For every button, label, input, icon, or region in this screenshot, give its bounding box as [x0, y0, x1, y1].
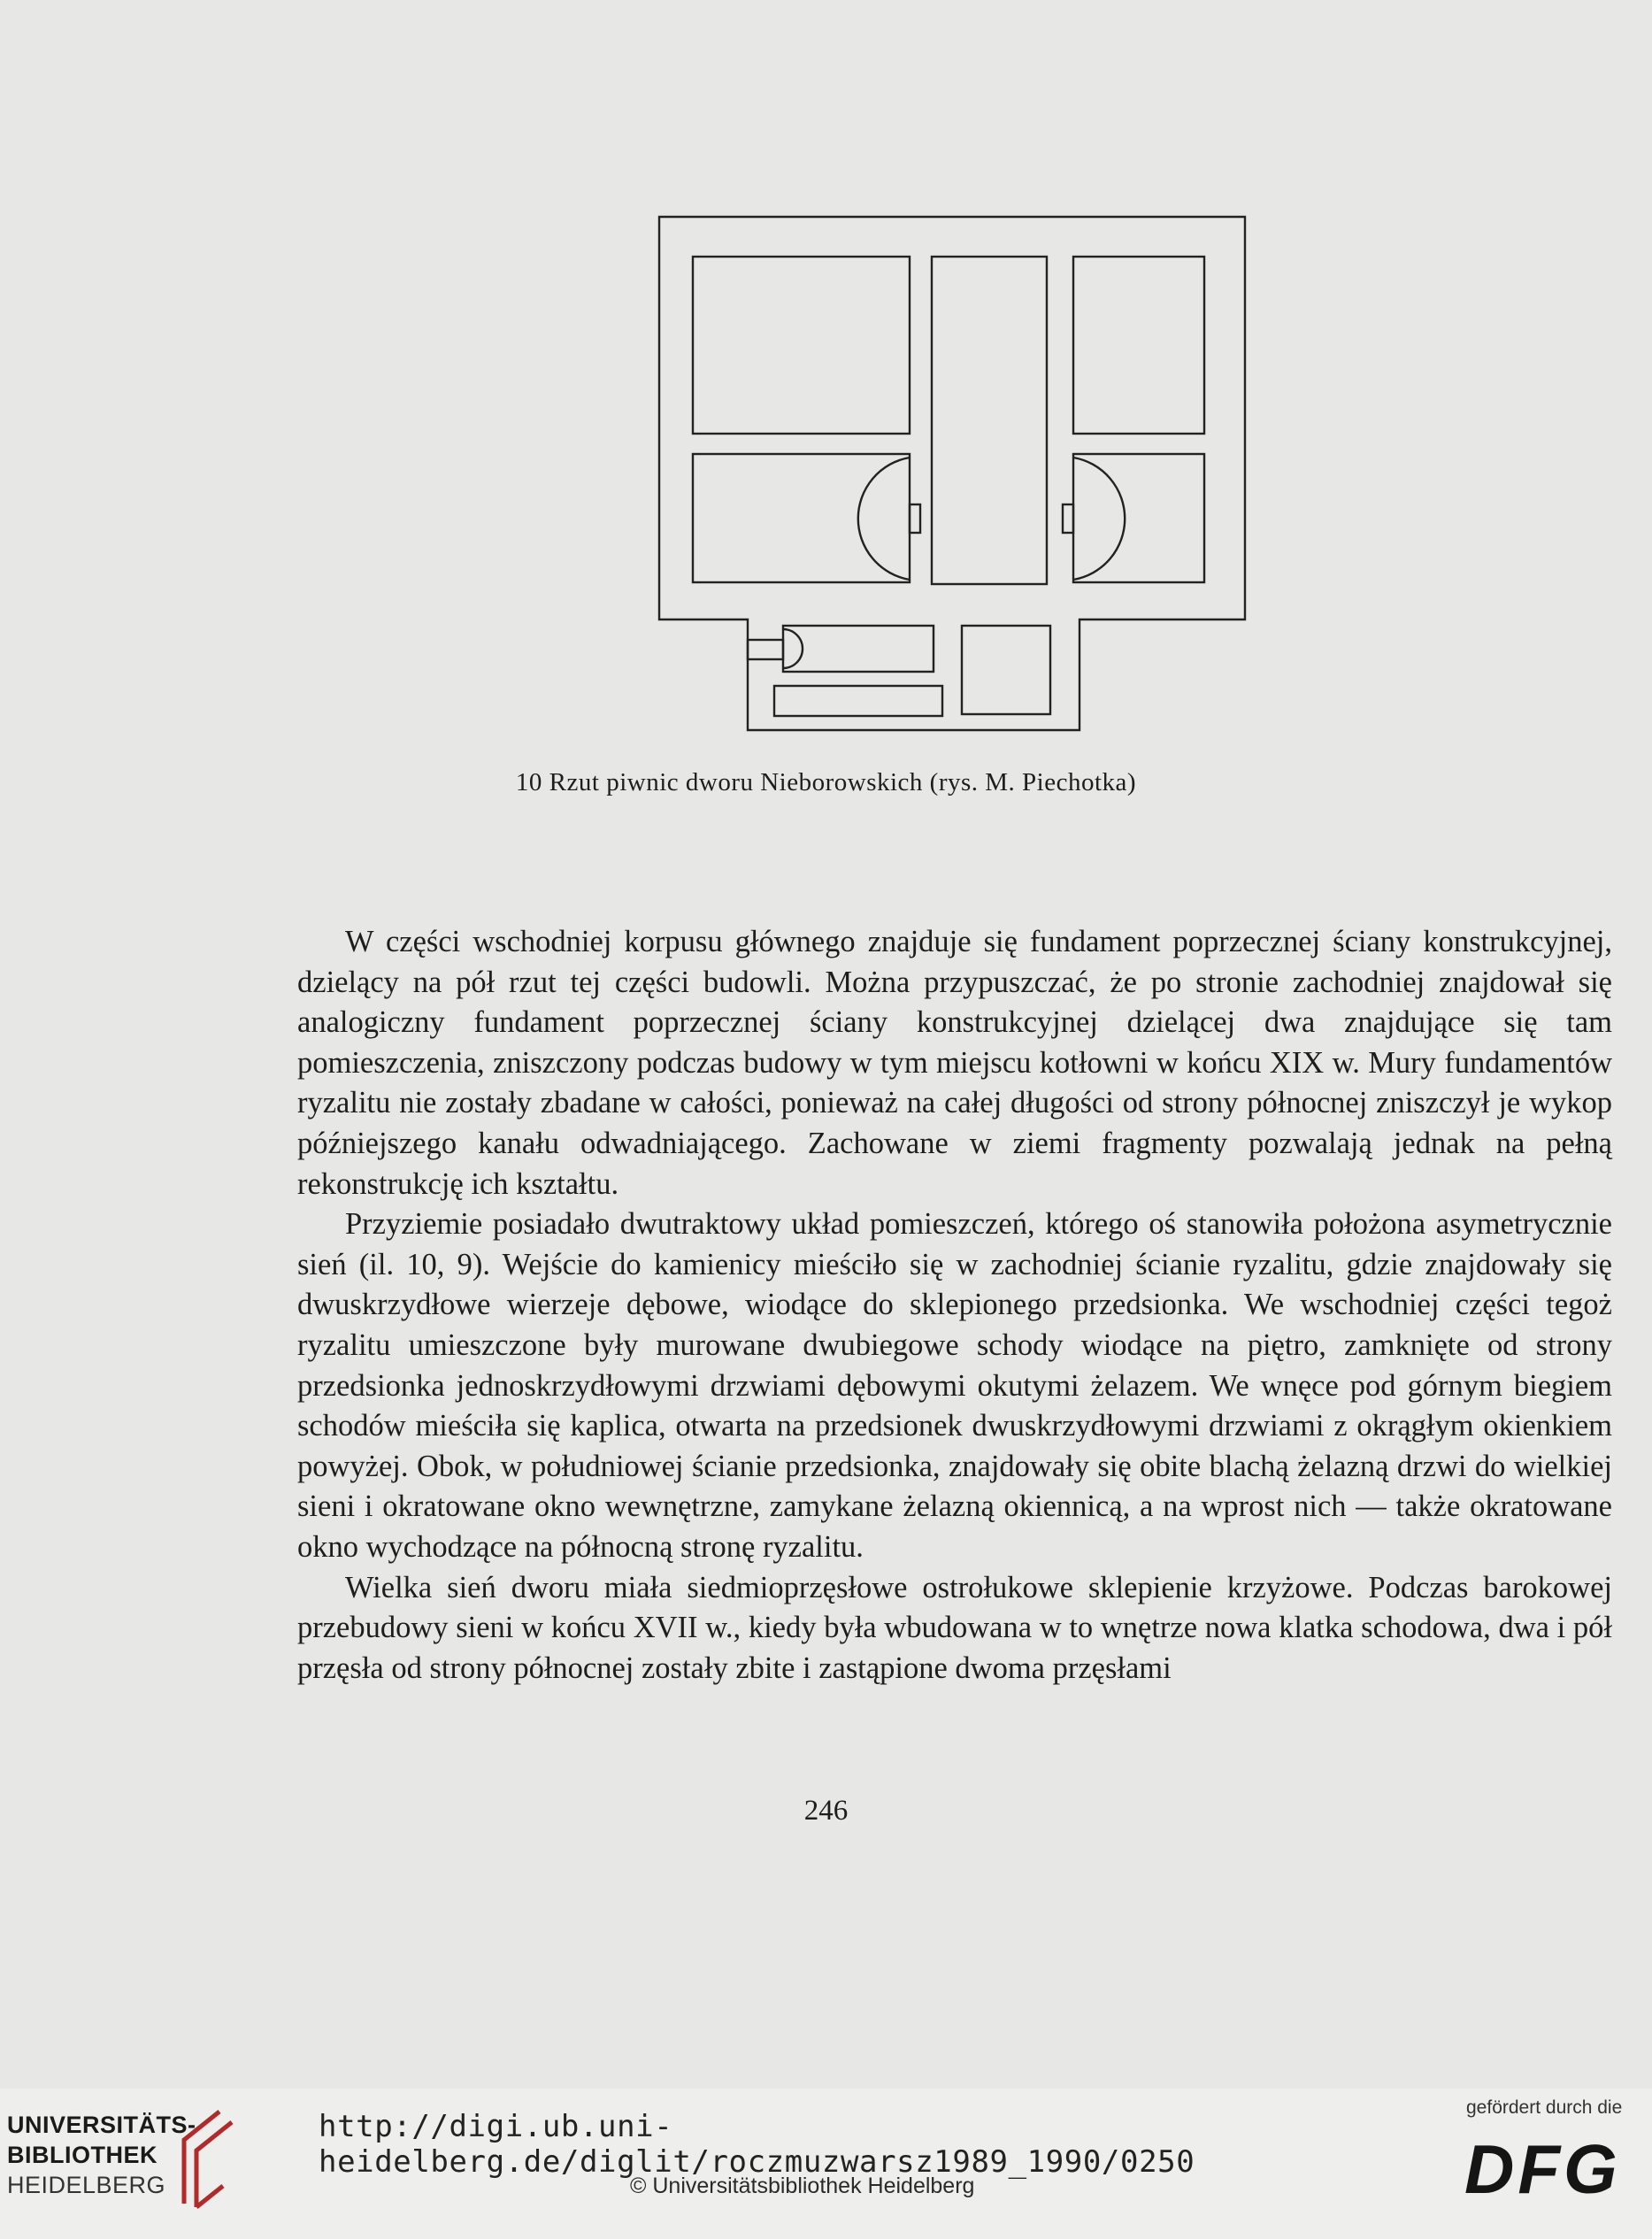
room-annex-lower [774, 686, 942, 716]
library-name-line3: HEIDELBERG [7, 2172, 166, 2198]
doorstep-east [1063, 504, 1073, 533]
library-mark-icon [165, 2108, 244, 2211]
room-nw [693, 257, 910, 434]
permalink-url[interactable]: http://digi.ub.uni-heidelberg.de/diglit/roczmuzwarsz1989_1990/0250 [319, 2109, 1195, 2180]
dfg-logo[interactable] [1464, 2097, 1641, 2230]
room-annex-upper [783, 626, 934, 672]
doorstep-west [910, 504, 920, 533]
arch-east [1073, 458, 1125, 580]
arch-west [858, 458, 910, 580]
sponsor-label: gefördert durch die [1466, 2097, 1623, 2118]
library-name-line1: UNIVERSITÄTS- [7, 2112, 196, 2138]
room-ne [1073, 257, 1204, 434]
figure-caption: 10 Rzut piwnic dworu Nieborowskich (rys. M. Piechotka) [515, 768, 1137, 796]
annex-step [748, 640, 783, 659]
cellar-plan-drawing [650, 208, 1261, 739]
room-e [1073, 454, 1204, 582]
page-number: 246 [803, 1795, 849, 1827]
dfg-logo-mark: DFG [1464, 2130, 1621, 2208]
library-logo[interactable] [7, 2103, 273, 2235]
room-center [932, 257, 1047, 584]
paragraph: Wielka sień dworu miała siedmioprzęsłowe ostrołukowe sklepienie krzyżowe. Podczas barokowej przebudowy sieni w końcu XVII w., kiedy była wbudowana w to wnętrze nowa klatka schodowa, dwa i pół przęsła od strony północnej zostały zbite i zastąpione dwoma przęsłami [297, 1570, 1612, 1685]
annex-arch [783, 629, 803, 668]
paragraph: Przyziemie posiadało dwutraktowy układ pomieszczeń, którego oś stanowiła położona asymetrycznie sień (il. 10, 9). Wejście do kamienicy mieściło się w zachodniej ścianie ryzalitu, gdzie znajdowały się dwuskrzydłowe wierzeje dębowe, wiodące do sklepionego przedsionka. We wschodniej części tegoż ryzalitu umieszczone były murowane dwubiegowe schody wiodące na piętro, zamknięte od strony przedsionka jednoskrzydłowymi drzwiami dębowymi okutymi żelazem. We wnęce pod górnym biegiem schodów mieściła się kaplica, otwarta na przedsionek dwuskrzydłowymi drzwiami z okrągłym okienkiem powyżej. Obok, w południowej ścianie przedsionka, znajdowały się obite blachą żelazną drzwi do wielkiej sieni i okratowane okno wewnętrzne, zamykane żelazną okiennicą, a na wprost nich — także okratowane okno wychodzące na północną stronę ryzalitu. [297, 1207, 1612, 1564]
floor-plan-figure [650, 208, 1261, 739]
copyright-notice: © Universitätsbibliothek Heidelberg [630, 2174, 975, 2198]
body-text [297, 922, 1612, 1689]
room-annex-right [962, 626, 1050, 714]
paragraph: W części wschodniej korpusu głównego znajduje się fundament poprzecznej ściany konstrukcyjnej, dzielący na pół rzut tej części budowli. Można przypuszczać, że po stronie zachodniej znajdował się analogiczny fundament poprzecznej ściany konstrukcyjnej dzielącej dwa znajdujące się tam pomieszczenia, zniszczony podczas budowy w tym miejscu kotłowni w końcu XIX w. Mury fundamentów ryzalitu nie zostały zbadane w całości, ponieważ na całej długości od strony północnej zniszczył je wykop późniejszego kanału odwadniającego. Zachowane w ziemi fragmenty pozwalają jednak na pełną rekonstrukcję ich kształtu. [297, 925, 1612, 1201]
library-name-line2: BIBLIOTHEK [7, 2142, 158, 2168]
